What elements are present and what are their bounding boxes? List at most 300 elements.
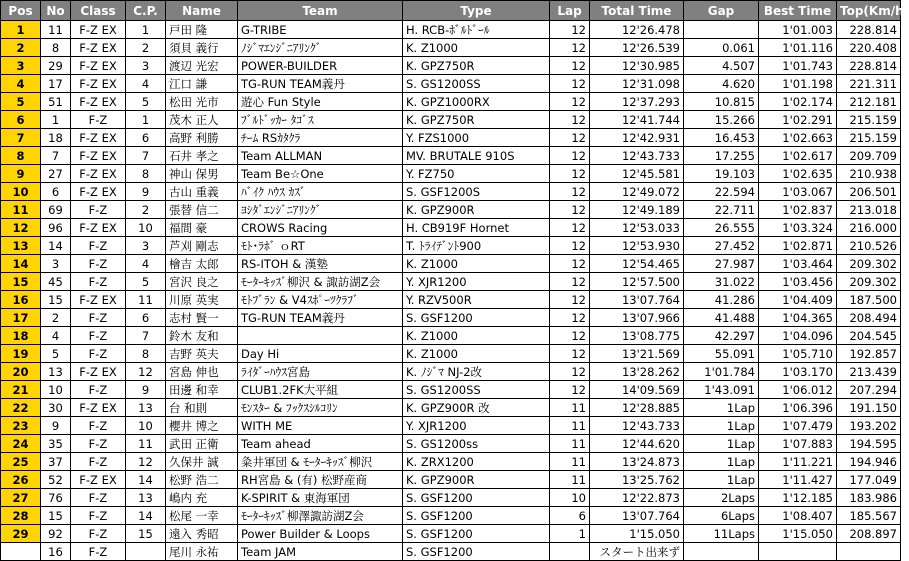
cell-class: F-Z (71, 237, 126, 255)
cell-cp: 9 (126, 183, 166, 201)
cell-best-time: 1'11.221 (759, 453, 837, 471)
cell-no: 52 (41, 471, 71, 489)
cell-cp: 4 (126, 255, 166, 273)
cell-class: F-Z EX (71, 75, 126, 93)
cell-pos: 25 (1, 453, 41, 471)
cell-team (238, 327, 403, 345)
cell-best-time: 1'02.663 (759, 129, 837, 147)
cell-top-speed: 187.500 (837, 291, 901, 309)
cell-no: 16 (41, 543, 71, 561)
cell-no: 2 (41, 309, 71, 327)
cell-lap: 11 (550, 435, 590, 453)
cell-name: 吉野 英夫 (166, 345, 238, 363)
cell-top-speed: 209.302 (837, 255, 901, 273)
cell-pos: 29 (1, 525, 41, 543)
cell-team: ﾓﾄﾌﾞﾗﾝ & V4ｽﾎﾟｰﾂｸﾗﾌﾞ (238, 291, 403, 309)
cell-type: Y. XJR1200 (403, 417, 550, 435)
cell-no: 45 (41, 273, 71, 291)
cell-top-speed: 185.567 (837, 507, 901, 525)
cell-team: TG-RUN TEAM義丹 (238, 75, 403, 93)
cell-total-time: 12'54.465 (590, 255, 684, 273)
cell-total-time: 12'41.744 (590, 111, 684, 129)
table-row (1, 507, 901, 525)
cell-team: K-SPIRIT & 東海軍団 (238, 489, 403, 507)
cell-best-time: 1'01.003 (759, 21, 837, 39)
cell-total-time: 13'24.873 (590, 453, 684, 471)
cell-gap: 2Laps (684, 489, 759, 507)
table-row (1, 93, 901, 111)
cell-name: 嶋内 充 (166, 489, 238, 507)
cell-total-time: 12'44.620 (590, 435, 684, 453)
cell-team: WITH ME (238, 417, 403, 435)
cell-top-speed: 209.709 (837, 147, 901, 165)
cell-best-time: 1'02.837 (759, 201, 837, 219)
cell-total-time: 12'45.581 (590, 165, 684, 183)
cell-gap: 1Lap (684, 417, 759, 435)
cell-team: ﾊﾞｲｸ ﾊｳｽ ｶｽﾞ (238, 183, 403, 201)
table-row (1, 57, 901, 75)
cell-no: 9 (41, 417, 71, 435)
cell-best-time: 1'04.365 (759, 309, 837, 327)
cell-top-speed: 193.202 (837, 417, 901, 435)
cell-name: 須貝 義行 (166, 39, 238, 57)
cell-pos: 20 (1, 363, 41, 381)
cell-type: H. CB919F Hornet (403, 219, 550, 237)
cell-top-speed: 194.595 (837, 435, 901, 453)
cell-pos: 10 (1, 183, 41, 201)
cell-lap: 12 (550, 291, 590, 309)
cell-pos: 27 (1, 489, 41, 507)
cell-best-time: 1'07.479 (759, 417, 837, 435)
cell-name: 渡辺 光宏 (166, 57, 238, 75)
cell-no: 13 (41, 363, 71, 381)
cell-name: 久保井 誠 (166, 453, 238, 471)
cell-cp: 12 (126, 363, 166, 381)
cell-no: 96 (41, 219, 71, 237)
cell-lap: 11 (550, 453, 590, 471)
cell-name: 台 和則 (166, 399, 238, 417)
cell-total-time: 13'21.569 (590, 345, 684, 363)
cell-team: CROWS Racing (238, 219, 403, 237)
cell-best-time: 1'06.012 (759, 381, 837, 399)
cell-gap: 22.711 (684, 201, 759, 219)
table-row (1, 129, 901, 147)
column-header-total-time: Total Time (590, 1, 684, 21)
cell-team: Team Be☆One (238, 165, 403, 183)
cell-top-speed (837, 543, 901, 561)
cell-pos: 6 (1, 111, 41, 129)
cell-no: 14 (41, 237, 71, 255)
cell-cp: 8 (126, 345, 166, 363)
table-row (1, 201, 901, 219)
cell-no: 11 (41, 21, 71, 39)
cell-cp: 1 (126, 111, 166, 129)
cell-cp: 2 (126, 39, 166, 57)
cell-total-time: 12'30.985 (590, 57, 684, 75)
cell-top-speed: 210.526 (837, 237, 901, 255)
cell-team: ﾗｲﾀﾞｰﾊｳｽ宮島 (238, 363, 403, 381)
cell-team: G-TRIBE (238, 21, 403, 39)
cell-team: ﾌﾞﾙﾄﾞｯｶｰ ﾀｺﾞｽ (238, 111, 403, 129)
cell-cp: 3 (126, 237, 166, 255)
table-row (1, 111, 901, 129)
cell-lap: 12 (550, 75, 590, 93)
cell-type: T. ﾄﾗｲﾃﾞﾝﾄ900 (403, 237, 550, 255)
cell-pos: 22 (1, 399, 41, 417)
cell-team: Day Hi (238, 345, 403, 363)
table-row (1, 381, 901, 399)
column-header-lap: Lap (550, 1, 590, 21)
cell-pos: 1 (1, 21, 41, 39)
cell-type: K. Z1000 (403, 327, 550, 345)
cell-type: Y. RZV500R (403, 291, 550, 309)
cell-pos: 21 (1, 381, 41, 399)
cell-name: 松尾 一幸 (166, 507, 238, 525)
cell-best-time (759, 543, 837, 561)
cell-lap: 12 (550, 183, 590, 201)
cell-name: 遠入 秀昭 (166, 525, 238, 543)
cell-class: F-Z (71, 543, 126, 561)
cell-pos: 19 (1, 345, 41, 363)
cell-top-speed: 206.501 (837, 183, 901, 201)
cell-total-time: 13'25.762 (590, 471, 684, 489)
cell-name: 川原 英実 (166, 291, 238, 309)
cell-gap: 11Laps (684, 525, 759, 543)
cell-name: 石井 孝之 (166, 147, 238, 165)
cell-best-time: 1'03.464 (759, 255, 837, 273)
cell-lap: 12 (550, 21, 590, 39)
cell-total-time: 12'49.189 (590, 201, 684, 219)
cell-cp: 9 (126, 381, 166, 399)
cell-top-speed: 228.814 (837, 57, 901, 75)
column-header-name: Name (166, 1, 238, 21)
cell-type: S. GSF1200 (403, 507, 550, 525)
cell-class: F-Z (71, 417, 126, 435)
cell-class: F-Z (71, 381, 126, 399)
cell-type: K. GPZ900R 改 (403, 399, 550, 417)
column-header-cp: C.P. (126, 1, 166, 21)
cell-type: K. GPZ750R (403, 111, 550, 129)
cell-class: F-Z (71, 345, 126, 363)
table-row (1, 453, 901, 471)
cell-team: Team JAM (238, 543, 403, 561)
table-row (1, 327, 901, 345)
cell-name: 江口 謙 (166, 75, 238, 93)
cell-no: 30 (41, 399, 71, 417)
cell-team: CLUB1.2FK大平組 (238, 381, 403, 399)
cell-no: 51 (41, 93, 71, 111)
cell-pos: 18 (1, 327, 41, 345)
cell-total-time: 14'09.569 (590, 381, 684, 399)
cell-best-time: 1'03.067 (759, 183, 837, 201)
cell-class: F-Z EX (71, 39, 126, 57)
cell-cp: 10 (126, 219, 166, 237)
cell-type: H. RCB-ﾎﾞﾙﾄﾞｰﾙ (403, 21, 550, 39)
column-header-type: Type (403, 1, 550, 21)
cell-best-time: 1'02.617 (759, 147, 837, 165)
cell-type: MV. BRUTALE 910S (403, 147, 550, 165)
cell-pos (1, 543, 41, 561)
cell-top-speed: 228.814 (837, 21, 901, 39)
cell-class: F-Z EX (71, 183, 126, 201)
cell-lap: 10 (550, 489, 590, 507)
table-row (1, 309, 901, 327)
cell-name: 宮島 伸也 (166, 363, 238, 381)
cell-no: 92 (41, 525, 71, 543)
cell-team: ﾓﾄ･ﾗﾎﾞ ｏRT (238, 237, 403, 255)
cell-type: S. GSF1200 (403, 489, 550, 507)
cell-best-time: 1'04.409 (759, 291, 837, 309)
table-row (1, 39, 901, 57)
cell-total-time: 12'49.072 (590, 183, 684, 201)
cell-type: K. Z1000 (403, 255, 550, 273)
cell-name: 福間 豪 (166, 219, 238, 237)
cell-cp: 5 (126, 273, 166, 291)
cell-best-time: 1'02.174 (759, 93, 837, 111)
cell-gap: 1Lap (684, 435, 759, 453)
cell-lap: 12 (550, 129, 590, 147)
cell-team: 粂井軍団 & ﾓｰﾀｰｷｯｽﾞ柳沢 (238, 453, 403, 471)
cell-type: K. ﾉｼﾞﾏ NJ-2改 (403, 363, 550, 381)
cell-team: TG-RUN TEAM義丹 (238, 309, 403, 327)
cell-lap: 6 (550, 507, 590, 525)
cell-total-time: 12'53.033 (590, 219, 684, 237)
cell-class: F-Z (71, 489, 126, 507)
cell-top-speed: 208.897 (837, 525, 901, 543)
cell-top-speed: 183.986 (837, 489, 901, 507)
cell-gap: 42.297 (684, 327, 759, 345)
cell-gap: 16.453 (684, 129, 759, 147)
cell-lap: 12 (550, 93, 590, 111)
cell-top-speed: 220.408 (837, 39, 901, 57)
cell-type: Y. XJR1200 (403, 273, 550, 291)
table-row (1, 435, 901, 453)
column-header-team: Team (238, 1, 403, 21)
cell-best-time: 1'03.324 (759, 219, 837, 237)
cell-name: 松野 浩二 (166, 471, 238, 489)
cell-lap: 11 (550, 471, 590, 489)
table-row (1, 489, 901, 507)
cell-top-speed: 207.294 (837, 381, 901, 399)
cell-gap: 41.286 (684, 291, 759, 309)
cell-class: F-Z EX (71, 219, 126, 237)
cell-no: 29 (41, 57, 71, 75)
cell-top-speed: 213.439 (837, 363, 901, 381)
cell-best-time: 1'03.170 (759, 363, 837, 381)
cell-name: 田邊 和幸 (166, 381, 238, 399)
cell-class: F-Z (71, 309, 126, 327)
cell-cp: 11 (126, 291, 166, 309)
cell-gap: 17.255 (684, 147, 759, 165)
cell-name: 古山 重義 (166, 183, 238, 201)
cell-gap: 1Lap (684, 399, 759, 417)
cell-type: S. GSF1200S (403, 183, 550, 201)
cell-team: ﾖｼﾀﾞｴﾝｼﾞﾆｱﾘﾝｸﾞ (238, 201, 403, 219)
cell-total-time: 13'07.764 (590, 507, 684, 525)
cell-type: S. GSF1200 (403, 525, 550, 543)
cell-total-time: 12'43.733 (590, 147, 684, 165)
cell-class: F-Z EX (71, 165, 126, 183)
cell-cp: 6 (126, 309, 166, 327)
cell-name: 武田 正衛 (166, 435, 238, 453)
cell-pos: 3 (1, 57, 41, 75)
table-row (1, 165, 901, 183)
cell-name: 松田 光市 (166, 93, 238, 111)
cell-top-speed: 215.159 (837, 129, 901, 147)
column-header-gap: Gap (684, 1, 759, 21)
cell-type: K. Z1000 (403, 345, 550, 363)
cell-best-time: 1'02.291 (759, 111, 837, 129)
cell-lap: 11 (550, 417, 590, 435)
cell-class: F-Z EX (71, 471, 126, 489)
cell-best-time: 1'03.456 (759, 273, 837, 291)
cell-gap: 15.266 (684, 111, 759, 129)
cell-pos: 12 (1, 219, 41, 237)
cell-no: 18 (41, 129, 71, 147)
cell-best-time: 1'01.116 (759, 39, 837, 57)
cell-type: S. GS1200SS (403, 75, 550, 93)
cell-pos: 2 (1, 39, 41, 57)
cell-no: 35 (41, 435, 71, 453)
cell-class: F-Z (71, 525, 126, 543)
cell-lap: 12 (550, 165, 590, 183)
cell-total-time: 13'28.262 (590, 363, 684, 381)
table-row (1, 183, 901, 201)
cell-lap: 12 (550, 111, 590, 129)
column-header-class: Class (71, 1, 126, 21)
cell-total-time: 12'42.931 (590, 129, 684, 147)
cell-lap (550, 543, 590, 561)
table-row (1, 399, 901, 417)
cell-type: K. Z1000 (403, 39, 550, 57)
cell-no: 76 (41, 489, 71, 507)
cell-name: 高野 利勝 (166, 129, 238, 147)
cell-class: F-Z (71, 453, 126, 471)
cell-top-speed: 212.181 (837, 93, 901, 111)
column-header-best-time: Best Time (759, 1, 837, 21)
cell-class: F-Z EX (71, 147, 126, 165)
cell-total-time: スタート出来ず (590, 543, 684, 561)
cell-total-time: 12'26.539 (590, 39, 684, 57)
cell-class: F-Z EX (71, 399, 126, 417)
table-row (1, 21, 901, 39)
cell-cp: 15 (126, 525, 166, 543)
cell-type: S. GSF1200 (403, 543, 550, 561)
table-row (1, 543, 901, 561)
cell-total-time: 1'15.050 (590, 525, 684, 543)
cell-no: 3 (41, 255, 71, 273)
cell-pos: 11 (1, 201, 41, 219)
cell-best-time: 1'05.710 (759, 345, 837, 363)
cell-best-time: 1'12.185 (759, 489, 837, 507)
table-row (1, 273, 901, 291)
cell-gap: 27.452 (684, 237, 759, 255)
cell-no: 5 (41, 345, 71, 363)
cell-lap: 1 (550, 525, 590, 543)
cell-name: 櫻井 博之 (166, 417, 238, 435)
cell-no: 4 (41, 327, 71, 345)
cell-lap: 12 (550, 309, 590, 327)
cell-gap: 10.815 (684, 93, 759, 111)
cell-total-time: 13'08.775 (590, 327, 684, 345)
cell-lap: 12 (550, 327, 590, 345)
cell-type: S. GS1200ss (403, 435, 550, 453)
cell-pos: 26 (1, 471, 41, 489)
cell-cp (126, 543, 166, 561)
cell-class: F-Z (71, 111, 126, 129)
cell-total-time: 13'07.764 (590, 291, 684, 309)
cell-class: F-Z EX (71, 57, 126, 75)
cell-pos: 16 (1, 291, 41, 309)
cell-no: 17 (41, 75, 71, 93)
cell-gap: 22.594 (684, 183, 759, 201)
cell-best-time: 1'11.427 (759, 471, 837, 489)
cell-team: ﾓｰﾀｰｷｯｽﾞ柳澤諏訪湖Z会 (238, 507, 403, 525)
cell-cp: 2 (126, 201, 166, 219)
cell-total-time: 12'43.733 (590, 417, 684, 435)
cell-cp: 7 (126, 327, 166, 345)
cell-class: F-Z (71, 255, 126, 273)
cell-total-time: 12'22.873 (590, 489, 684, 507)
cell-top-speed: 177.049 (837, 471, 901, 489)
table-row (1, 471, 901, 489)
table-body (1, 21, 901, 561)
cell-pos: 14 (1, 255, 41, 273)
cell-gap: 0.061 (684, 39, 759, 57)
cell-type: K. GPZ900R (403, 471, 550, 489)
cell-type: K. GPZ750R (403, 57, 550, 75)
cell-cp: 4 (126, 75, 166, 93)
cell-lap: 12 (550, 219, 590, 237)
cell-total-time: 13'07.966 (590, 309, 684, 327)
cell-class: F-Z EX (71, 291, 126, 309)
header-row (1, 1, 901, 21)
cell-pos: 9 (1, 165, 41, 183)
cell-class: F-Z (71, 201, 126, 219)
cell-gap: 4.507 (684, 57, 759, 75)
cell-total-time: 12'37.293 (590, 93, 684, 111)
cell-cp: 13 (126, 489, 166, 507)
cell-pos: 23 (1, 417, 41, 435)
table-row (1, 417, 901, 435)
cell-pos: 5 (1, 93, 41, 111)
cell-class: F-Z EX (71, 363, 126, 381)
cell-type: S. GSF1200 (403, 309, 550, 327)
cell-cp: 1 (126, 21, 166, 39)
cell-pos: 8 (1, 147, 41, 165)
cell-gap: 26.555 (684, 219, 759, 237)
table-row (1, 363, 901, 381)
cell-team: RS-ITOH & 漢塾 (238, 255, 403, 273)
cell-lap: 12 (550, 237, 590, 255)
cell-no: 1 (41, 111, 71, 129)
table-row (1, 237, 901, 255)
cell-cp: 7 (126, 147, 166, 165)
cell-no: 69 (41, 201, 71, 219)
cell-total-time: 12'31.098 (590, 75, 684, 93)
cell-lap: 12 (550, 147, 590, 165)
cell-top-speed: 194.946 (837, 453, 901, 471)
cell-best-time: 1'01.743 (759, 57, 837, 75)
cell-cp: 13 (126, 399, 166, 417)
cell-name: 戸田 隆 (166, 21, 238, 39)
cell-total-time: 12'26.478 (590, 21, 684, 39)
cell-cp: 3 (126, 57, 166, 75)
cell-type: Y. FZ750 (403, 165, 550, 183)
cell-lap: 12 (550, 201, 590, 219)
cell-lap: 12 (550, 273, 590, 291)
cell-gap: 19.103 (684, 165, 759, 183)
